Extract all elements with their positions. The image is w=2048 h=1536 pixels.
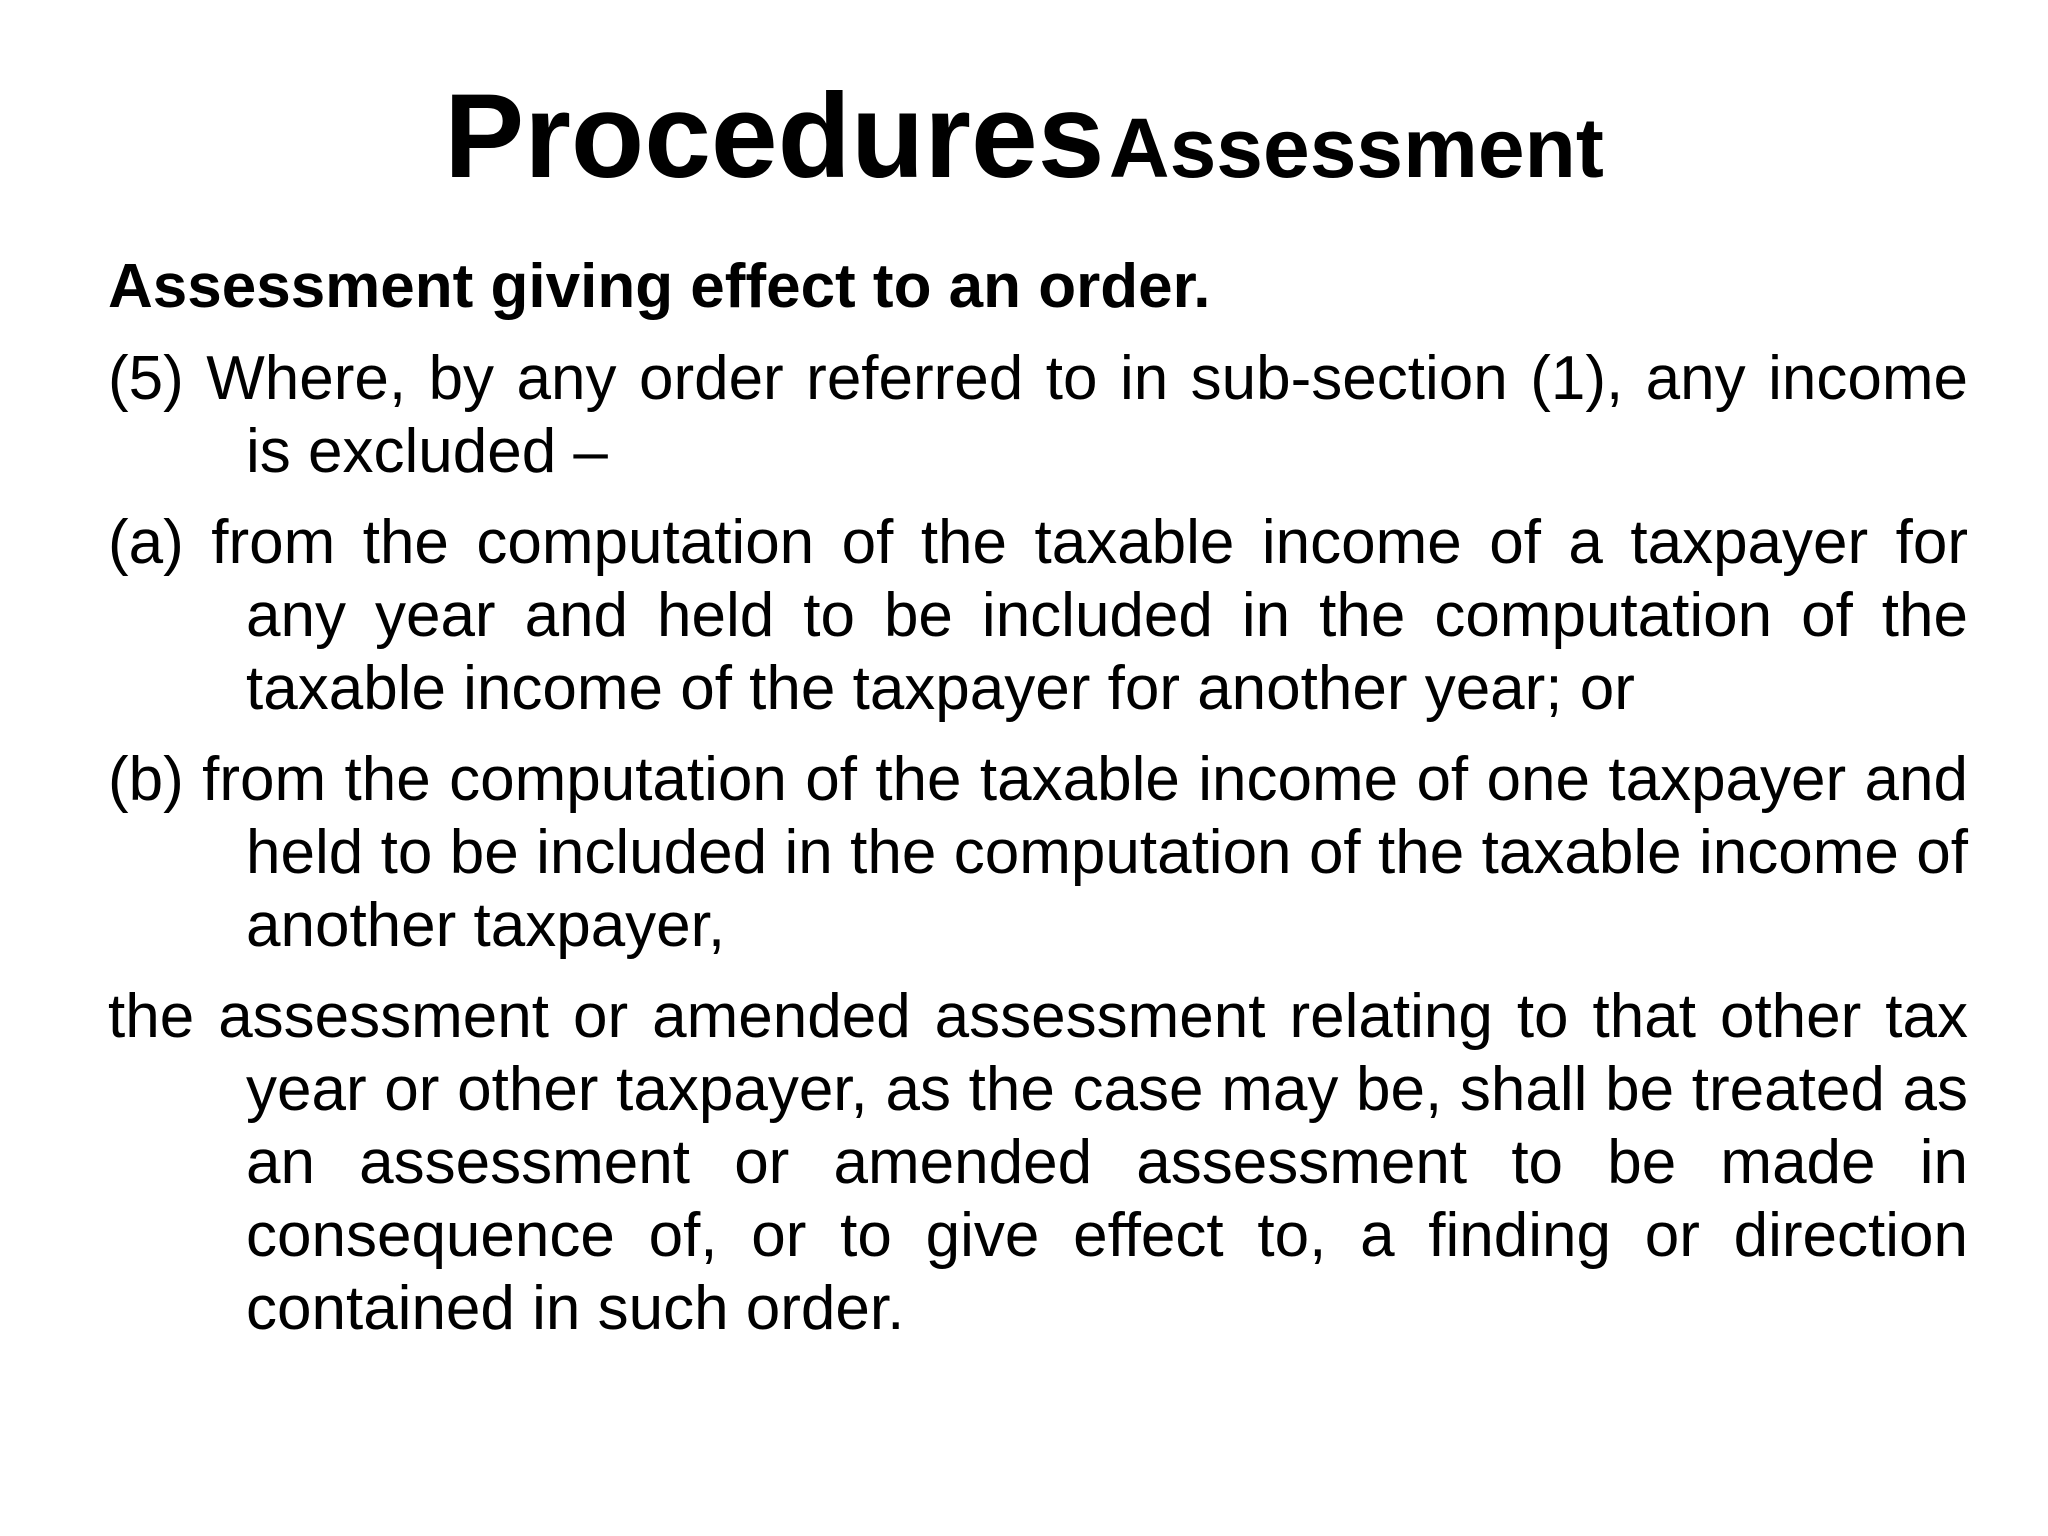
- paragraph-conclusion: the assessment or amended assessment relating to that other tax year or other taxpayer, as the case may be, shall be treated as an assessment or amended assessment to be made in consequence of, or to give effect to, a finding or direction contained in such order.: [108, 982, 1968, 1343]
- paragraph-clause-b: (b) from the computation of the taxable income of one taxpayer and held to be included in the computation of the taxable income of another taxpayer,: [108, 745, 1968, 960]
- title-main: Procedures: [444, 69, 1105, 203]
- paragraph-clause-a: (a) from the computation of the taxable income of a taxpayer for any year and held to be included in the computation of the taxable income of the taxpayer for another year; or: [108, 508, 1968, 723]
- paragraph-subsection-5: (5) Where, by any order referred to in sub-section (1), any income is excluded –: [108, 344, 1968, 486]
- slide-title: [0, 69, 2048, 203]
- slide-body: [108, 250, 1968, 1363]
- title-sub: Assessment: [1108, 101, 1604, 195]
- section-heading: Assessment giving effect to an order.: [108, 252, 1211, 321]
